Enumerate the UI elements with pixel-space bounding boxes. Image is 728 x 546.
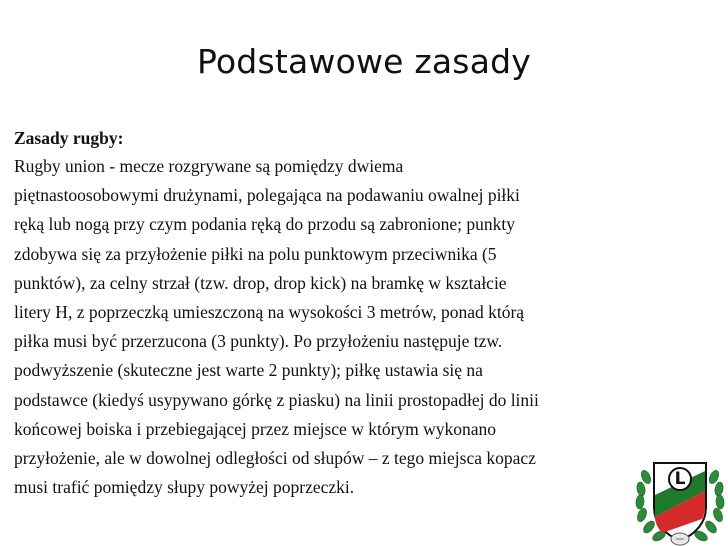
body-line: musi trafić pomiędzy słupy powyżej poprzeczki. — [14, 477, 355, 498]
legia-crest-icon — [632, 455, 728, 546]
body-line: piłka musi być przerzucona (3 punkty). Po przyłożeniu następuje tzw. — [14, 331, 503, 352]
slide-title: Podstawowe zasady — [196, 42, 531, 81]
body-line: piętnastoosobowymi drużynami, polegająca na podawaniu owalnej piłki — [14, 185, 520, 206]
body-line: przyłożenie, ale w dowolnej odległości od słupów – z tego miejsca kopacz — [14, 447, 536, 468]
body-line: Rugby union - mecze rozgrywane są pomiędzy dwiema — [14, 156, 404, 176]
crest-letter: L — [674, 469, 686, 489]
body-line: zdobywa się za przyłożenie piłki na polu punktowym przeciwnika (5 — [14, 243, 497, 264]
body-line: podwyższenie (skuteczne jest warte 2 punkty); piłkę ustawia się na — [14, 360, 483, 381]
body-line: końcowej boiska i przebiegającej przez miejsce w którym wykonano — [14, 418, 497, 439]
section-heading: Zasady rugby: — [14, 128, 124, 148]
body-line: ręką lub nogą przy czym podania ręką do przodu są zabronione; punkty — [14, 214, 516, 235]
body-line: podstawce (kiedyś usypywano górkę z piasku) na linii prostopadłej do linii — [14, 389, 539, 410]
body-line: punktów), za celny strzał (tzw. drop, drop kick) na bramkę w kształcie — [14, 272, 507, 293]
slide-body — [14, 124, 634, 502]
body-line: litery H, z poprzeczką umieszczoną na wysokości 3 metrów, ponad którą — [14, 301, 525, 322]
